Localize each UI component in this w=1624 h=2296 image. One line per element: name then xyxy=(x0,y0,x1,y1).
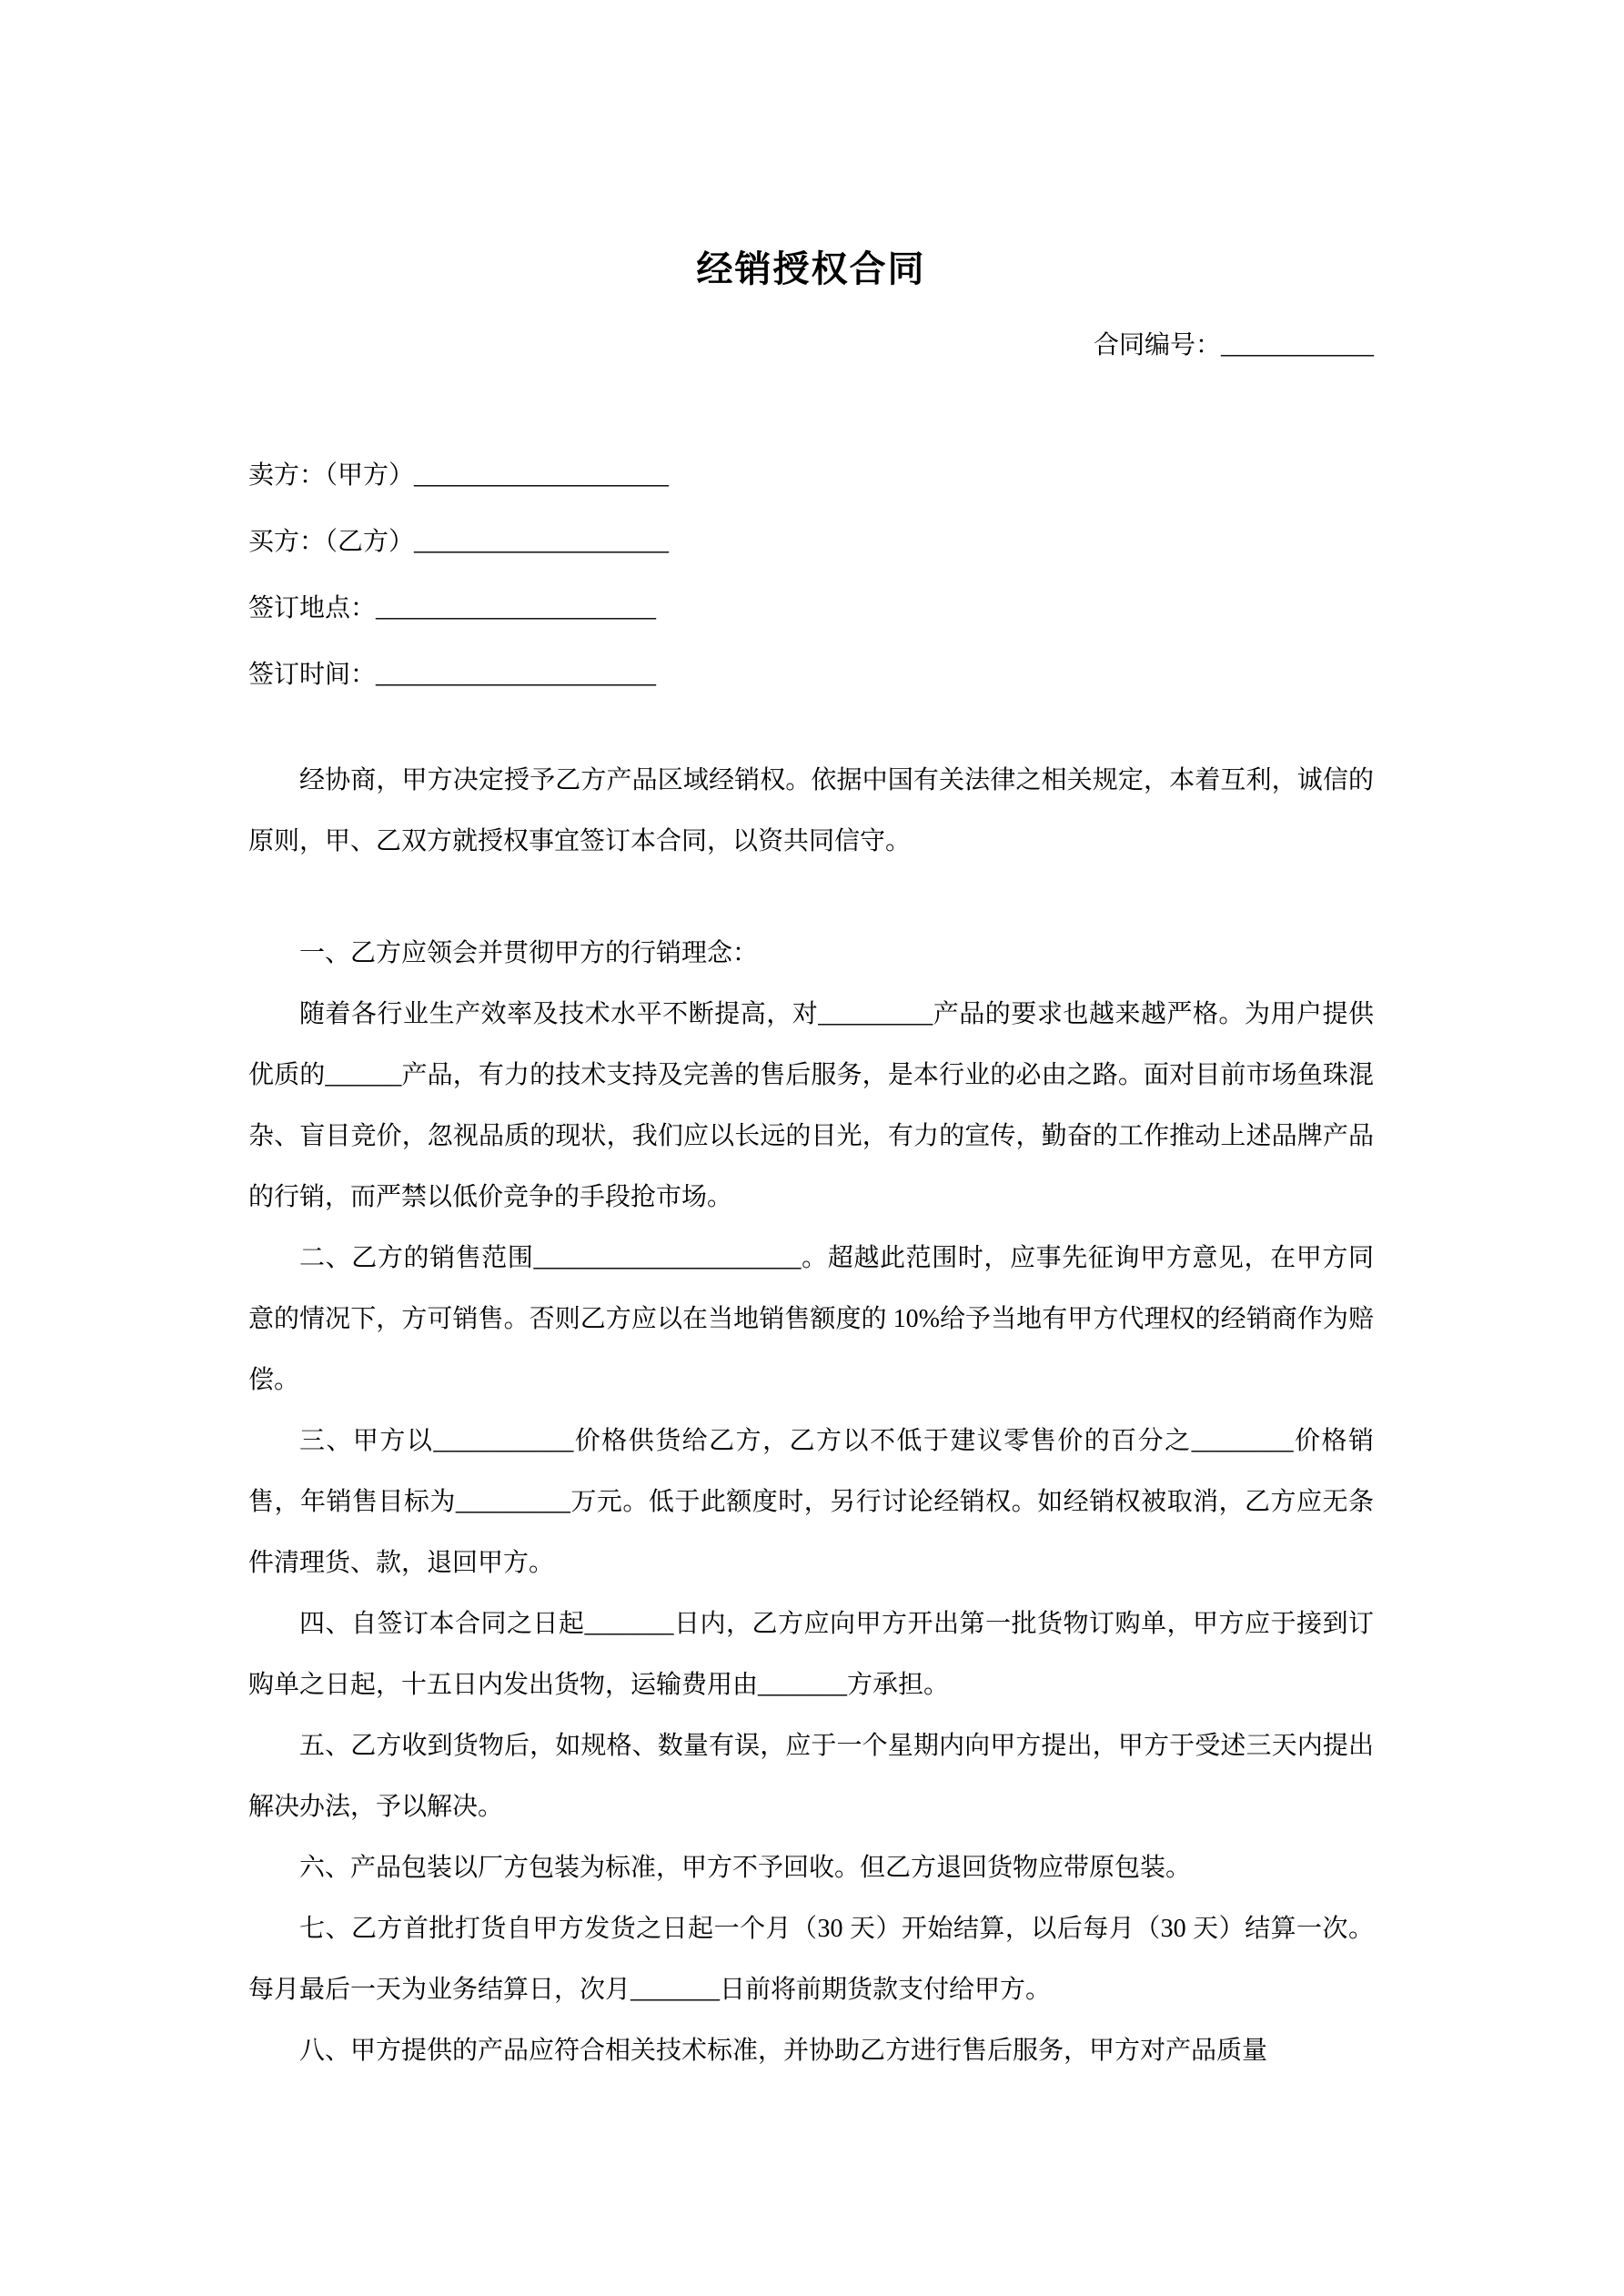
intro-paragraph: 经协商，甲方决定授予乙方产品区域经销权。依据中国有关法律之相关规定，本着互利，诚信的原则，甲、乙双方就授权事宜签订本合同，以资共同信守。 xyxy=(248,766,1374,856)
clause-1-heading: 一、乙方应领会并贯彻甲方的行销理念： xyxy=(299,939,759,968)
contract-body xyxy=(248,750,1374,2081)
clause-7: 七、乙方首批打货自甲方发货之日起一个月（30 天）开始结算，以后每月（30 天）结算一次。每月最后一天为业务结算日，次月_______日前将前期货款支付给甲方。 xyxy=(248,1915,1374,2005)
field-signing-time-blank: ______________________ xyxy=(376,661,657,690)
field-seller xyxy=(248,442,1374,509)
page-title: 经销授权合同 xyxy=(696,248,926,289)
clause-2: 二、乙方的销售范围_____________________。超越此范围时，应事先征询甲方意见，在甲方同意的情况下，方可销售。否则乙方应以在当地销售额度的 10%给予当地有甲方代理权的经销商作为赔偿。 xyxy=(248,1244,1374,1395)
field-seller-blank: ____________________ xyxy=(414,461,670,491)
clause-4: 四、自签订本合同之日起_______日内，乙方应向甲方开出第一批货物订购单，甲方应于接到订购单之日起，十五日内发出货物，运输费用由_______方承担。 xyxy=(248,1610,1374,1700)
field-signing-place-label: 签订地点： xyxy=(248,594,377,623)
field-buyer-label: 买方：（乙方） xyxy=(248,528,415,557)
field-signing-time xyxy=(248,642,1374,708)
clause-8: 八、甲方提供的产品应符合相关技术标准，并协助乙方进行售后服务，甲方对产品质量 xyxy=(299,2037,1268,2066)
field-signing-place xyxy=(248,575,1374,642)
field-buyer-blank: ____________________ xyxy=(414,528,670,557)
party-fields xyxy=(248,442,1374,708)
clause-1-body: 随着各行业生产效率及技术水平不断提高，对_________产品的要求也越来越严格。为用户提供优质的______产品，有力的技术支持及完善的售后服务，是本行业的必由之路。面对目前市场鱼珠混杂、盲目竞价，忽视品质的现状，我们应以长远的目光，有力的宣传，勤奋的工作推动上述品牌产品的行销，而严禁以低价竞争的手段抢市场。 xyxy=(248,1000,1374,1212)
contract-number-label: 合同编号： xyxy=(1093,331,1221,359)
field-buyer xyxy=(248,509,1374,575)
field-seller-label: 卖方：（甲方） xyxy=(248,461,415,491)
clause-3: 三、甲方以___________价格供货给乙方，乙方以不低于建议零售价的百分之________价格销售，年销售目标为_________万元。低于此额度时，另行讨论经销权。如经销权被取消，乙方应无条件清理货、款，退回甲方。 xyxy=(248,1427,1374,1578)
field-signing-time-label: 签订时间： xyxy=(248,661,377,690)
clause-5: 五、乙方收到货物后，如规格、数量有误，应于一个星期内向甲方提出，甲方于受述三天内提出解决办法，予以解决。 xyxy=(248,1732,1374,1822)
clause-6: 六、产品包装以厂方包装为标准，甲方不予回收。但乙方退回货物应带原包装。 xyxy=(299,1854,1192,1883)
contract-number-line xyxy=(248,329,1374,362)
contract-number-blank: ____________ xyxy=(1221,331,1374,359)
field-signing-place-blank: ______________________ xyxy=(376,594,657,623)
